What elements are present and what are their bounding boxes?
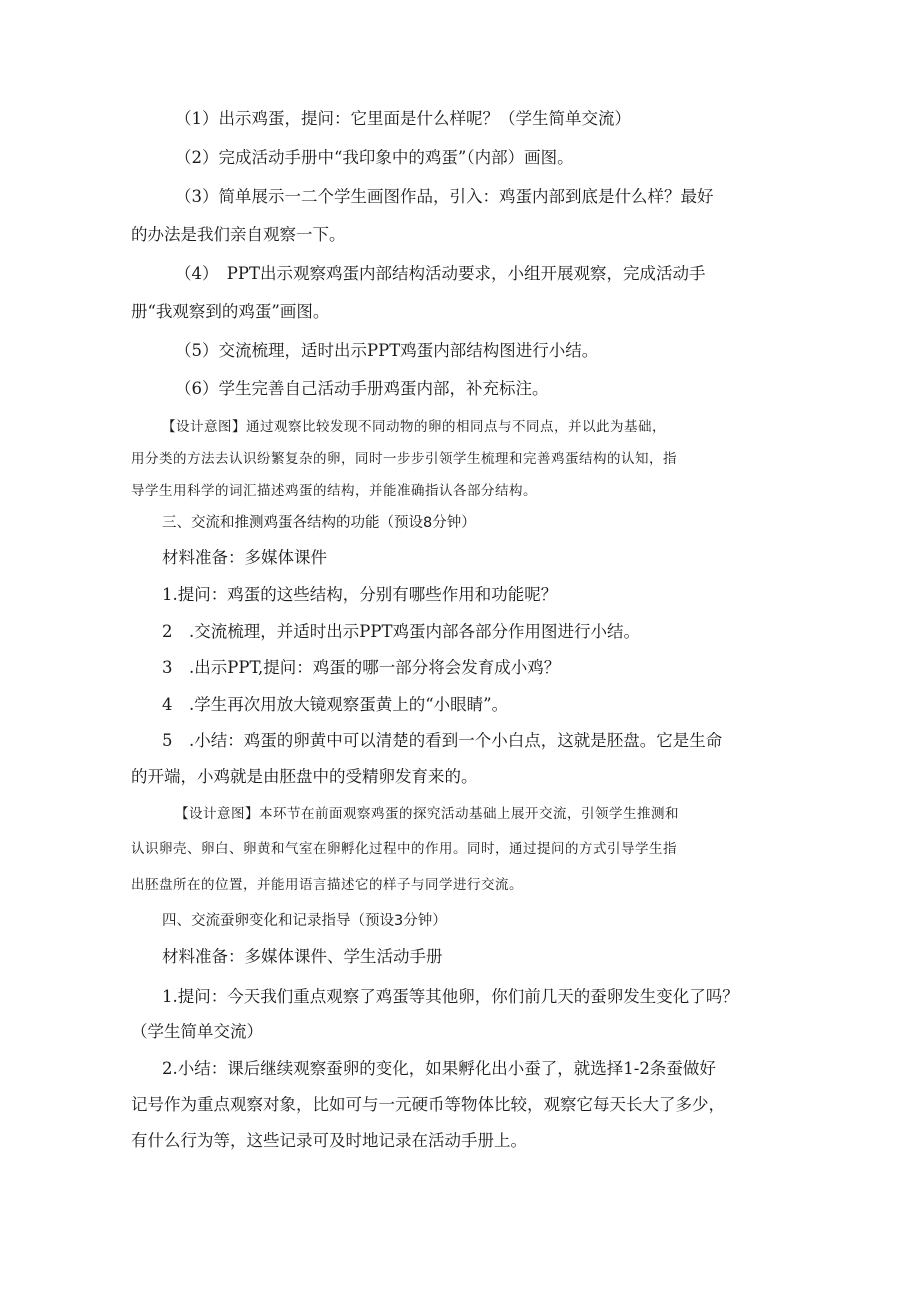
step-2: （2）完成活动手册中“我印象中的鸡蛋”（内部）画图。 bbox=[175, 148, 574, 167]
design-intent-2-line-1: 【设计意图】本环节在前面观察鸡蛋的探究活动基础上展开交流，引领学生推测和 bbox=[175, 806, 679, 822]
section-4-item-2-line-3: 有什么行为等，这些记录可及时地记录在活动手册上。 bbox=[131, 1131, 527, 1150]
design-intent-2-line-2: 认识卵壳、卵白、卵黄和气室在卵孵化过程中的作用。同时，通过提问的方式引导学生指 bbox=[131, 841, 677, 857]
design-intent-1-line-2: 用分类的方法去认识纷繁复杂的卵，同时一步步引领学生梳理和完善鸡蛋结构的认知，指 bbox=[131, 451, 677, 467]
section-3-item-5-line-1: 5 .小结：鸡蛋的卵黄中可以清楚的看到一个小白点，这就是胚盘。它是生命 bbox=[162, 731, 723, 750]
step-5: （5）交流梳理，适时出示PPT鸡蛋内部结构图进行小结。 bbox=[175, 341, 599, 360]
section-3-materials: 材料准备：多媒体课件 bbox=[162, 548, 327, 567]
section-4-item-2-line-1: 2.小结：课后继续观察蚕卵的变化，如果孵化出小蚕了，就选择1-2条蚕做好 bbox=[162, 1059, 716, 1078]
section-3-item-2: 2 .交流梳理，并适时出示PPT鸡蛋内部各部分作用图进行小结。 bbox=[162, 622, 640, 641]
section-4-item-1-line-1: 1.提问：今天我们重点观察了鸡蛋等其他卵，你们前几天的蚕卵发生变化了吗？ bbox=[162, 987, 739, 1006]
section-3-item-5-line-2: 的开端，小鸡就是由胚盘中的受精卵发育来的。 bbox=[131, 767, 478, 786]
step-3-line-1: （3）简单展示一二个学生画图作品，引入：鸡蛋内部到底是什么样？最好 bbox=[175, 187, 714, 206]
section-4-materials: 材料准备：多媒体课件、学生活动手册 bbox=[162, 947, 443, 966]
section-4-item-1-line-2: （学生简单交流） bbox=[131, 1022, 263, 1041]
section-3-item-1: 1.提问：鸡蛋的这些结构，分别有哪些作用和功能呢？ bbox=[162, 585, 558, 604]
step-1: （1）出示鸡蛋，提问：它里面是什么样呢？（学生简单交流） bbox=[175, 109, 631, 128]
section-3-item-4: 4 .学生再次用放大镜观察蛋黄上的“小眼睛”。 bbox=[162, 695, 509, 714]
section-3-item-3: 3 .出示PPT,提问：鸡蛋的哪一部分将会发育成小鸡？ bbox=[162, 658, 561, 677]
design-intent-1-line-1: 【设计意图】通过观察比较发现不同动物的卵的相同点与不同点，并以此为基础， bbox=[162, 419, 666, 435]
section-3-heading: 三、交流和推测鸡蛋各结构的功能（预设8分钟） bbox=[162, 515, 476, 531]
step-4-line-1: （4） PPT出示观察鸡蛋内部结构活动要求，小组开展观察，完成活动手 bbox=[175, 264, 706, 283]
design-intent-2-line-3: 出胚盘所在的位置，并能用语言描述它的样子与同学进行交流。 bbox=[131, 877, 523, 893]
section-4-item-2-line-2: 记号作为重点观察对象，比如可与一元硬币等物体比较，观察它每天长大了多少， bbox=[131, 1095, 725, 1114]
step-3-line-2: 的办法是我们亲自观察一下。 bbox=[131, 225, 346, 244]
step-4-line-2: 册“我观察到的鸡蛋”画图。 bbox=[131, 302, 330, 321]
design-intent-1-line-3: 导学生用科学的词汇描述鸡蛋的结构，并能准确指认各部分结构。 bbox=[131, 483, 537, 499]
step-6: （6）学生完善自己活动手册鸡蛋内部，补充标注。 bbox=[175, 379, 549, 398]
section-4-heading: 四、交流蚕卵变化和记录指导（预设3分钟） bbox=[162, 913, 447, 929]
